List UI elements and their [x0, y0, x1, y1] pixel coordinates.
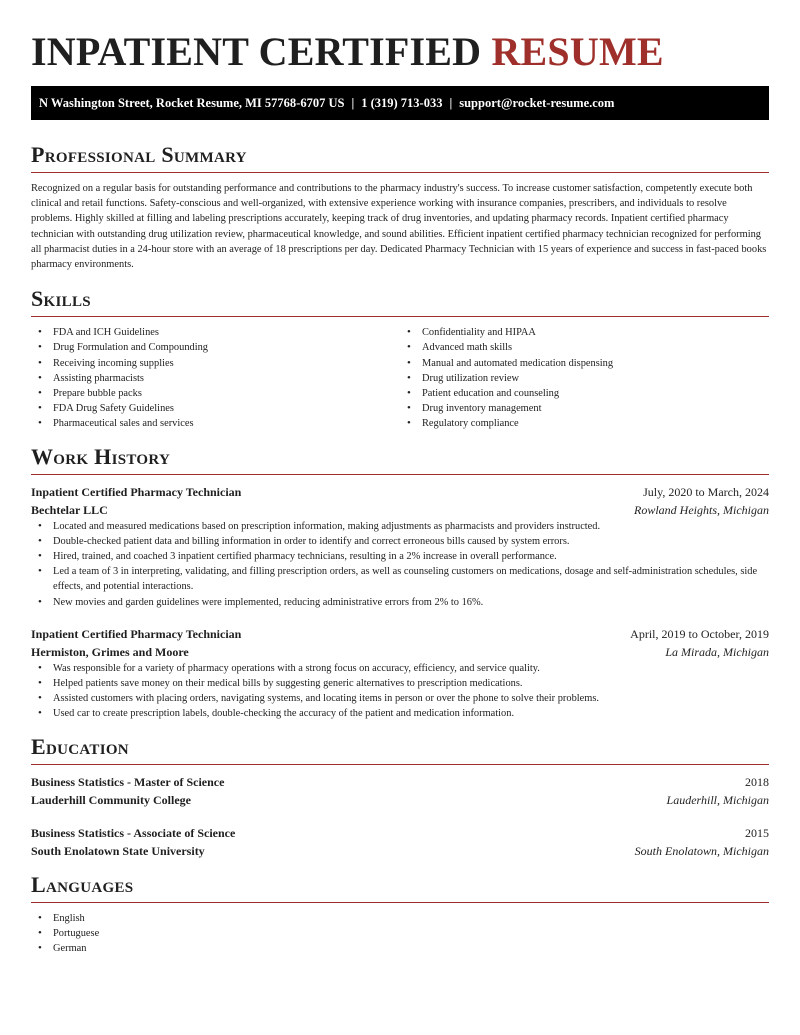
languages-list: [31, 911, 769, 957]
skill-item: • Drug utilization review: [400, 371, 769, 386]
contact-email: support@rocket-resume.com: [459, 96, 615, 110]
contact-separator: |: [449, 96, 453, 110]
contact-phone: 1 (319) 713-033: [361, 96, 443, 110]
summary-section: [31, 142, 769, 272]
job-location: La Mirada, Michigan: [665, 644, 769, 659]
skill-item: • Drug Formulation and Compounding: [31, 340, 400, 355]
skills-list-left: [31, 325, 400, 431]
job-bullet: • Hired, trained, and coached 3 inpatient certified pharmacy technicians, resulting in a 2% increase in overall performance.: [31, 549, 769, 564]
skill-item: • Prepare bubble packs: [31, 386, 400, 401]
skill-item: • FDA Drug Safety Guidelines: [31, 401, 400, 416]
skill-item: • FDA and ICH Guidelines: [31, 325, 400, 340]
summary-text: Recognized on a regular basis for outstanding performance and contributions to the pharmacy industry's success. To increase customer satisfaction, competently execute both clinical and retail functions. Safety-conscious and well-organized, with extensive experience working with insurance companies, prescribers, and individuals to resolve problems. Highly skilled at filling and labeling prescriptions accurately, keeping track of drug inventories, and updating pharmacy records. Inpatient certified pharmacy technician with outstanding drug utilization review, pharmaceutical knowledge, and sound abilities. Efficient inpatient certified pharmacy technician recognized for performing all pharmacist duties in a 24-hour store with an average of 18 prescriptions per day. Dedicated Pharmacy Technician with 15 years of experience and success in fast-paced books pharmacy environments.: [31, 183, 767, 271]
job-employer: Hermiston, Grimes and Moore: [31, 644, 189, 659]
job-responsibilities: [31, 519, 769, 610]
job-title: Inpatient Certified Pharmacy Technician: [31, 484, 242, 499]
contact-separator: |: [351, 96, 355, 110]
language-item: • Portuguese: [31, 926, 769, 941]
section-title-summary: Professional Summary: [31, 142, 247, 167]
education-location: South Enolatown, Michigan: [634, 843, 769, 858]
education-school: Lauderhill Community College: [31, 792, 192, 807]
job-bullet: • Located and measured medications based on prescription information, making adjustments as pharmacists and providers instructed.: [31, 519, 769, 534]
skill-item: • Pharmaceutical sales and services: [31, 416, 400, 431]
contact-bar: [31, 86, 769, 120]
job-bullet: • Was responsible for a variety of pharmacy operations with a strong focus on accuracy, efficiency, and service quality.: [31, 661, 769, 676]
section-divider: [31, 172, 769, 173]
job-bullet: • Used car to create prescription labels, double-checking the accuracy of the patient and medication information.: [31, 706, 769, 721]
job-dates: April, 2019 to October, 2019: [630, 626, 769, 641]
work-history-section: [31, 444, 769, 722]
job-bullet: • Helped patients save money on their medical bills by suggesting generic alternatives to prescription medications.: [31, 676, 769, 691]
job-bullet: • Led a team of 3 in interpreting, validating, and filling prescription orders, as well as counseling customers on medications, dosage and self-administration schedules, side effects, and potential interactions.: [31, 564, 769, 594]
section-divider: [31, 764, 769, 765]
job-bullet: • Double-checked patient data and billing information in order to identify and correct erroneous bills caused by system errors.: [31, 534, 769, 549]
job-entry: [31, 625, 769, 722]
job-header-row: [31, 625, 769, 643]
language-item: • German: [31, 941, 769, 956]
section-divider: [31, 474, 769, 475]
skill-item: • Assisting pharmacists: [31, 371, 400, 386]
education-degree: Business Statistics - Associate of Science: [31, 825, 236, 840]
skills-list-right: [400, 325, 769, 431]
job-location: Rowland Heights, Michigan: [634, 502, 769, 517]
education-degree: Business Statistics - Master of Science: [31, 774, 225, 789]
job-bullet: • Assisted customers with placing orders, navigating systems, and locating items in person or over the phone to solve their problems.: [31, 691, 769, 706]
education-entry: [31, 824, 769, 860]
education-section: [31, 734, 769, 860]
resume-name: [31, 0, 769, 78]
job-entry: [31, 483, 769, 610]
name-main: INPATIENT CERTIFIED: [31, 29, 482, 74]
job-employer: Bechtelar LLC: [31, 502, 108, 517]
job-responsibilities: [31, 661, 769, 722]
education-school-row: [31, 791, 769, 809]
job-header-row: [31, 483, 769, 501]
section-divider: [31, 902, 769, 903]
job-employer-row: [31, 643, 769, 661]
contact-address: N Washington Street, Rocket Resume, MI 57768-6707 US: [39, 96, 345, 110]
education-school-row: [31, 842, 769, 860]
skills-column-left: [31, 325, 400, 431]
skill-item: • Manual and automated medication dispensing: [400, 356, 769, 371]
section-title-education: Education: [31, 733, 129, 759]
education-header-row: [31, 773, 769, 791]
education-school: South Enolatown State University: [31, 843, 205, 858]
skill-item: • Advanced math skills: [400, 340, 769, 355]
education-entry: [31, 773, 769, 809]
skills-columns: [31, 325, 769, 431]
languages-section: [31, 872, 769, 957]
job-title: Inpatient Certified Pharmacy Technician: [31, 626, 242, 641]
job-dates: July, 2020 to March, 2024: [643, 484, 769, 499]
skill-item: • Receiving incoming supplies: [31, 356, 400, 371]
skill-item: • Confidentiality and HIPAA: [400, 325, 769, 340]
skill-item: • Regulatory compliance: [400, 416, 769, 431]
education-year: 2018: [745, 774, 769, 789]
job-bullet: • New movies and garden guidelines were implemented, reducing administrative errors from 2% to 16%.: [31, 595, 769, 610]
education-year: 2015: [745, 825, 769, 840]
skills-section: [31, 286, 769, 431]
name-accent: RESUME: [491, 29, 664, 74]
section-divider: [31, 316, 769, 317]
language-item: • English: [31, 911, 769, 926]
education-location: Lauderhill, Michigan: [666, 792, 769, 807]
section-title-languages: Languages: [31, 871, 134, 897]
section-title-work-history: Work History: [31, 443, 171, 469]
skills-column-right: [400, 325, 769, 431]
skill-item: • Drug inventory management: [400, 401, 769, 416]
education-header-row: [31, 824, 769, 842]
job-employer-row: [31, 501, 769, 519]
skill-item: • Patient education and counseling: [400, 386, 769, 401]
section-title-skills: Skills: [31, 286, 91, 312]
